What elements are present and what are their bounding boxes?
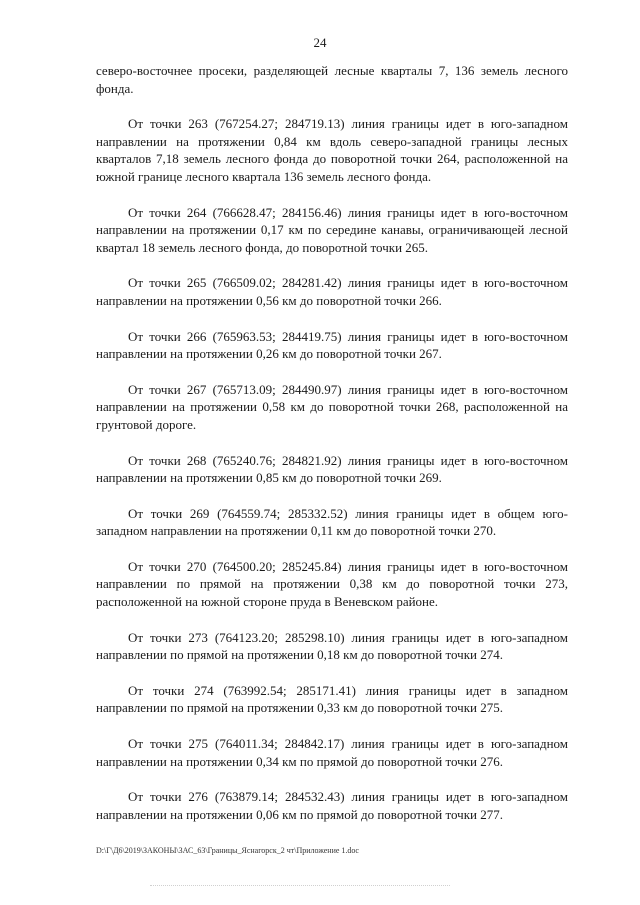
paragraph-point-265: От точки 265 (766509.02; 284281.42) линия границы идет в юго-восточном направлении на протяжении 0,56 км до поворотной точки 266.: [96, 275, 568, 308]
paragraph-point-276: От точки 276 (763879.14; 284532.43) линия границы идет в юго-западном направлении на протяжении 0,06 км по прямой до поворотной точки 277.: [96, 789, 568, 822]
paragraph-point-263: От точки 263 (767254.27; 284719.13) линия границы идет в юго-западном направлении на протяжении 0,84 км вдоль северо-западной границы лесных кварталов 7,18 земель лесного фонда до поворотной точки 264, расположенной на южной границе лесного квартала 136 земель лесного фонда.: [96, 116, 568, 184]
paragraph-point-268: От точки 268 (765240.76; 284821.92) линия границы идет в юго-восточном направлении на протяжении 0,85 км до поворотной точки 269.: [96, 452, 568, 486]
paragraph-point-264: От точки 264 (766628.47; 284156.46) линия границы идет в юго-восточном направлении на протяжении 0,17 км по середине канавы, ограничивающей лесной квартал 18 земель лесного фонда, до поворотной точки 265.: [96, 204, 568, 255]
paragraph-point-270: От точки 270 (764500.20; 285245.84) линия границы идет в юго-восточном направлении по прямой на протяжении 0,38 км до поворотной точки 273, расположенной на южной стороне пруда в Веневском районе.: [96, 558, 568, 610]
file-path-footer: D:\Г\Д6\2019\ЗАКОНЫ\ЗАС_63\Границы_Яснагорск_2 чт\Приложение 1.doc: [96, 846, 359, 855]
paragraph-continuation: северо-восточнее просеки, разделяющей лесные кварталы 7, 136 земель лесного фонда.: [96, 63, 568, 96]
paragraph-point-269: От точки 269 (764559.74; 285332.52) линия границы идет в общем юго-западном направлении на протяжении 0,11 км до поворотной точки 270.: [96, 505, 568, 539]
paragraph-point-267: От точки 267 (765713.09; 284490.97) линия границы идет в юго-восточном направлении на протяжении 0,58 км до поворотной точки 268, расположенной на грунтовой дороге.: [96, 381, 568, 432]
paragraph-point-266: От точки 266 (765963.53; 284419.75) линия границы идет в юго-восточном направлении на протяжении 0,26 км до поворотной точки 267.: [96, 328, 568, 362]
document-body: [96, 62, 568, 841]
paragraph-point-275: От точки 275 (764011.34; 284842.17) линия границы идет в юго-западном направлении на протяжении 0,34 км по прямой до поворотной точки 276.: [96, 736, 568, 769]
paragraph-point-273: От точки 273 (764123.20; 285298.10) линия границы идет в юго-западном направлении по прямой на протяжении 0,18 км до поворотной точки 274.: [96, 629, 568, 663]
scan-artifact-divider: [150, 885, 450, 888]
page-number: 24: [313, 35, 327, 50]
paragraph-point-274: От точки 274 (763992.54; 285171.41) линия границы идет в западном направлении по прямой на протяжении 0,33 км до поворотной точки 275.: [96, 682, 568, 716]
